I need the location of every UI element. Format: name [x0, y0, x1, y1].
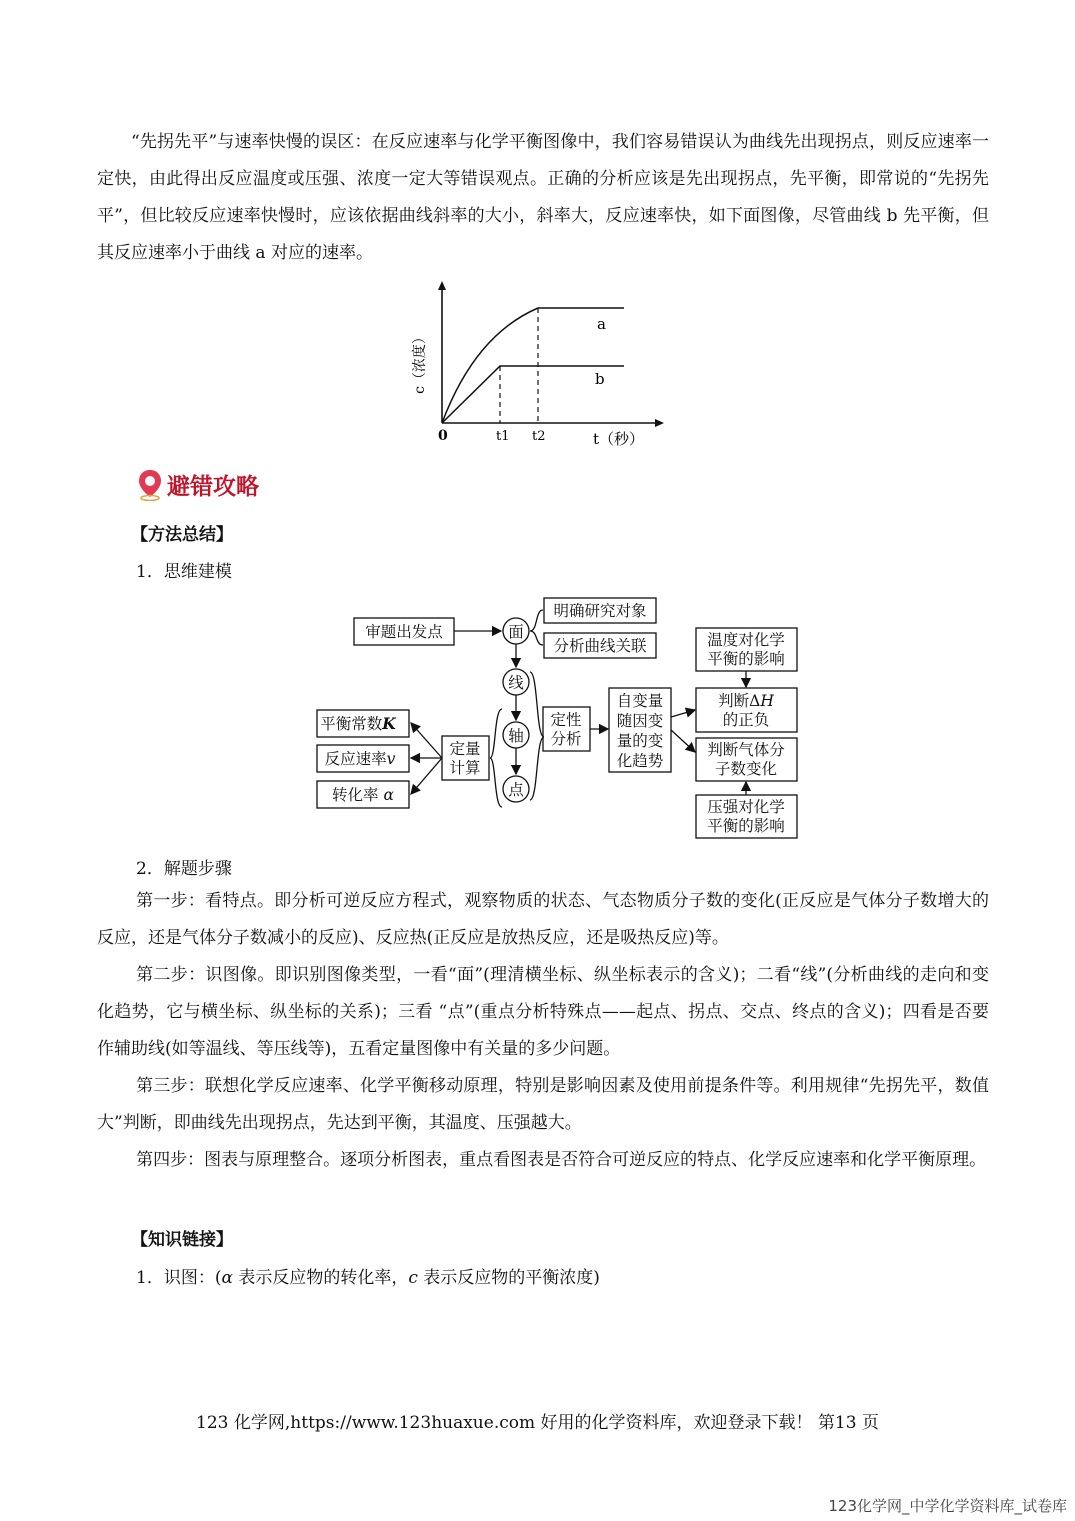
temp-text-2: 平衡的影响	[707, 650, 785, 668]
alpha-text: 转化率 α	[332, 786, 394, 804]
zhou-text: 轴	[508, 727, 524, 745]
var-text-1: 自变量	[616, 692, 664, 710]
dh-text-2: 的正负	[722, 711, 770, 729]
brace-mian	[530, 610, 543, 645]
x-axis-label: t（秒）	[593, 430, 645, 448]
arrow-var-gas	[671, 730, 695, 752]
site-watermark: 123化学网_中学化学资料库_试卷库	[828, 1497, 1067, 1515]
thinking-model-flowchart	[310, 592, 805, 842]
var-text-3: 量的变	[616, 732, 664, 750]
quant-text-1: 定量	[449, 740, 481, 758]
relation-text: 分析曲线关联	[553, 637, 647, 655]
origin-label: 0	[438, 428, 448, 444]
brace-left	[490, 709, 502, 807]
k-text: 平衡常数K	[320, 714, 396, 733]
x-axis-arrow	[655, 419, 664, 427]
t1-label: t1	[496, 429, 510, 444]
concentration-time-graph	[405, 280, 665, 452]
gas-text-2: 子数变化	[714, 760, 778, 778]
arrow-quant-k	[411, 723, 442, 758]
step2-title: 2．解题步骤	[136, 859, 232, 879]
gas-text-1: 判断气体分	[707, 741, 785, 759]
dh-text-1: 判断ΔH	[718, 692, 774, 710]
arrow-var-dh	[671, 710, 695, 717]
quant-text-2: 计算	[449, 759, 481, 777]
object-text: 明确研究对象	[553, 602, 647, 620]
curve-a-label: a	[597, 315, 606, 333]
qual-text-2: 分析	[550, 730, 582, 748]
dian-text: 点	[508, 781, 524, 799]
temp-text-1: 温度对化学	[707, 631, 785, 649]
page-footer: 123 化学网,https://www.123huaxue.com 好用的化学资料库，欢迎登录下载！ 第13 页	[196, 1413, 879, 1433]
step1-title: 1．思维建模	[136, 562, 232, 582]
var-text-4: 化趋势	[616, 752, 664, 770]
section-heading-text: 避错攻略	[167, 474, 259, 500]
xian-text: 线	[508, 674, 524, 692]
recognition-line: 1．识图：(α 表示反应物的转化率，c 表示反应物的平衡浓度)	[136, 1268, 600, 1288]
qual-text-1: 定性	[550, 711, 582, 729]
start-text: 审题出发点	[365, 623, 443, 641]
t2-label: t2	[532, 429, 546, 444]
v-text: 反应速率v	[324, 750, 396, 768]
y-axis-label: c（浓度）	[412, 330, 428, 394]
mian-text: 面	[508, 623, 524, 641]
step-two-paragraph: 第二步：识图像。即识别图像类型，一看“面”(理清横坐标、纵坐标表示的含义)；二看“线”(分析曲线的走向和变化趋势，它与横坐标、纵坐标的关系)；三看 “点”(重点分析特殊点——起点、拐点、交点、终点的含义)；四看是否要作辅助线(如等温线、等压线等)，五看定量图像中有关量的多少问题。	[97, 965, 989, 1059]
pres-text-1: 压强对化学	[707, 798, 785, 816]
intro-paragraph: “先拐先平”与速率快慢的误区：在反应速率与化学平衡图像中，我们容易错误认为曲线先出现拐点，则反应速率一定快，由此得出反应温度或压强、浓度一定大等错误观点。正确的分析应该是先出现拐点，先平衡，即常说的“先拐先平”，但比较反应速率快慢时，应该依据曲线斜率的大小，斜率大，反应速率快，如下面图像，尽管曲线 b 先平衡，但其反应速率小于曲线 a 对应的速率。	[97, 132, 989, 263]
brace-right	[530, 672, 544, 800]
step-four-paragraph: 第四步：图表与原理整合。逐项分析图表，重点看图表是否符合可逆反应的特点、化学反应速率和化学平衡原理。	[136, 1150, 987, 1170]
step-three-paragraph: 第三步：联想化学反应速率、化学平衡移动原理，特别是影响因素及使用前提条件等。利用规律“先拐先平，数值大”判断，即曲线先出现拐点，先达到平衡，其温度、压强越大。	[97, 1076, 989, 1133]
knowledge-link-label: 【知识链接】	[131, 1230, 233, 1250]
y-axis-arrow	[438, 281, 446, 290]
step-one-paragraph: 第一步：看特点。即分析可逆反应方程式，观察物质的状态、气态物质分子数的变化(正反应是气体分子数增大的反应，还是气体分子数减小的反应)、反应热(正反应是放热反应，还是吸热反应)等。	[97, 891, 989, 948]
curve-b-label: b	[595, 370, 605, 388]
pres-text-2: 平衡的影响	[707, 817, 785, 835]
location-pin-icon	[137, 469, 163, 501]
arrow-quant-alpha	[411, 758, 442, 794]
var-text-2: 随因变	[616, 712, 664, 730]
section-heading	[137, 468, 259, 501]
method-summary-label: 【方法总结】	[131, 525, 233, 545]
